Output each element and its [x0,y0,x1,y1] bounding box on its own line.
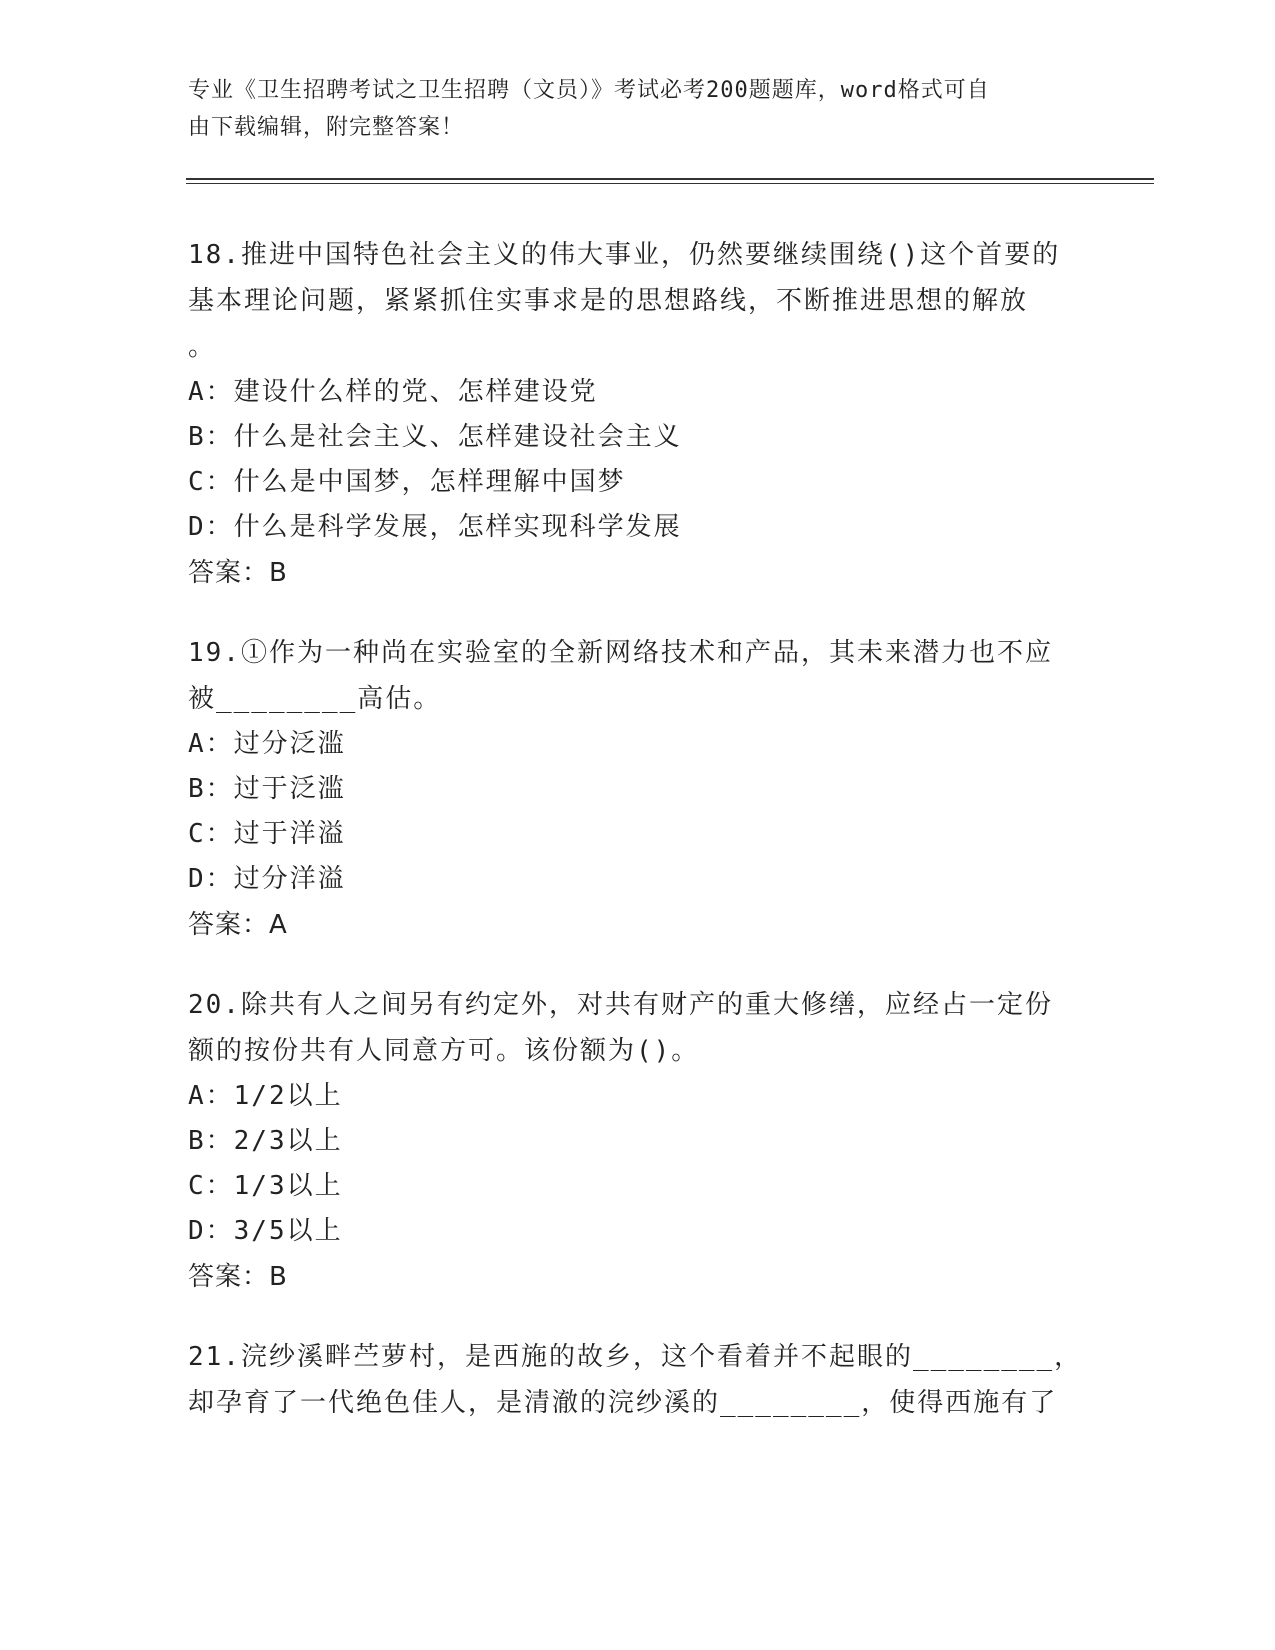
question-stem-line: 。 [188,332,217,362]
answer-line: 答案：B [188,558,288,588]
option-b: B：什么是社会主义、怎样建设社会主义 [188,422,682,452]
option-c: C：1/3以上 [188,1171,343,1201]
option-d: D：3/5以上 [188,1216,343,1246]
option-a: A：1/2以上 [188,1081,343,1111]
header-divider-thin [186,183,1154,184]
header-line-2: 由下载编辑，附完整答案！ [188,115,465,140]
question-stem-line: 却孕育了一代绝色佳人，是清澈的浣纱溪的________，使得西施有了 [188,1388,1058,1418]
option-a: A：过分泛滥 [188,729,346,759]
question-stem-line: 21.浣纱溪畔苎萝村，是西施的故乡，这个看着并不起眼的________， [188,1342,1083,1372]
option-c: C：什么是中国梦，怎样理解中国梦 [188,467,626,497]
answer-line: 答案：B [188,1262,288,1292]
header-line-1: 专业《卫生招聘考试之卫生招聘（文员）》考试必考200题题库，word格式可自 [188,78,990,103]
question-stem-line: 19.①作为一种尚在实验室的全新网络技术和产品，其未来潜力也不应 [188,638,1053,668]
option-b: B：2/3以上 [188,1126,343,1156]
option-d: D：什么是科学发展，怎样实现科学发展 [188,512,682,542]
option-d: D：过分洋溢 [188,864,346,894]
option-c: C：过于洋溢 [188,819,346,849]
option-b: B：过于泛滥 [188,774,346,804]
option-a: A：建设什么样的党、怎样建设党 [188,377,598,407]
question-list [188,232,1088,1460]
question-stem-line: 被________高估。 [188,684,442,714]
document-header [188,72,1068,146]
question-stem-line: 基本理论问题，紧紧抓住实事求是的思想路线，不断推进思想的解放 [188,286,1029,316]
header-divider-thick [186,178,1154,180]
question-stem-line: 20.除共有人之间另有约定外，对共有财产的重大修缮，应经占一定份 [188,990,1053,1020]
question-stem-line: 额的按份共有人同意方可。该份额为()。 [188,1036,700,1066]
question-20 [188,982,1088,1300]
question-19 [188,630,1088,948]
question-18 [188,232,1088,596]
question-21 [188,1334,1088,1426]
answer-line: 答案：A [188,910,288,940]
question-stem-line: 18.推进中国特色社会主义的伟大事业，仍然要继续围绕()这个首要的 [188,240,1061,270]
